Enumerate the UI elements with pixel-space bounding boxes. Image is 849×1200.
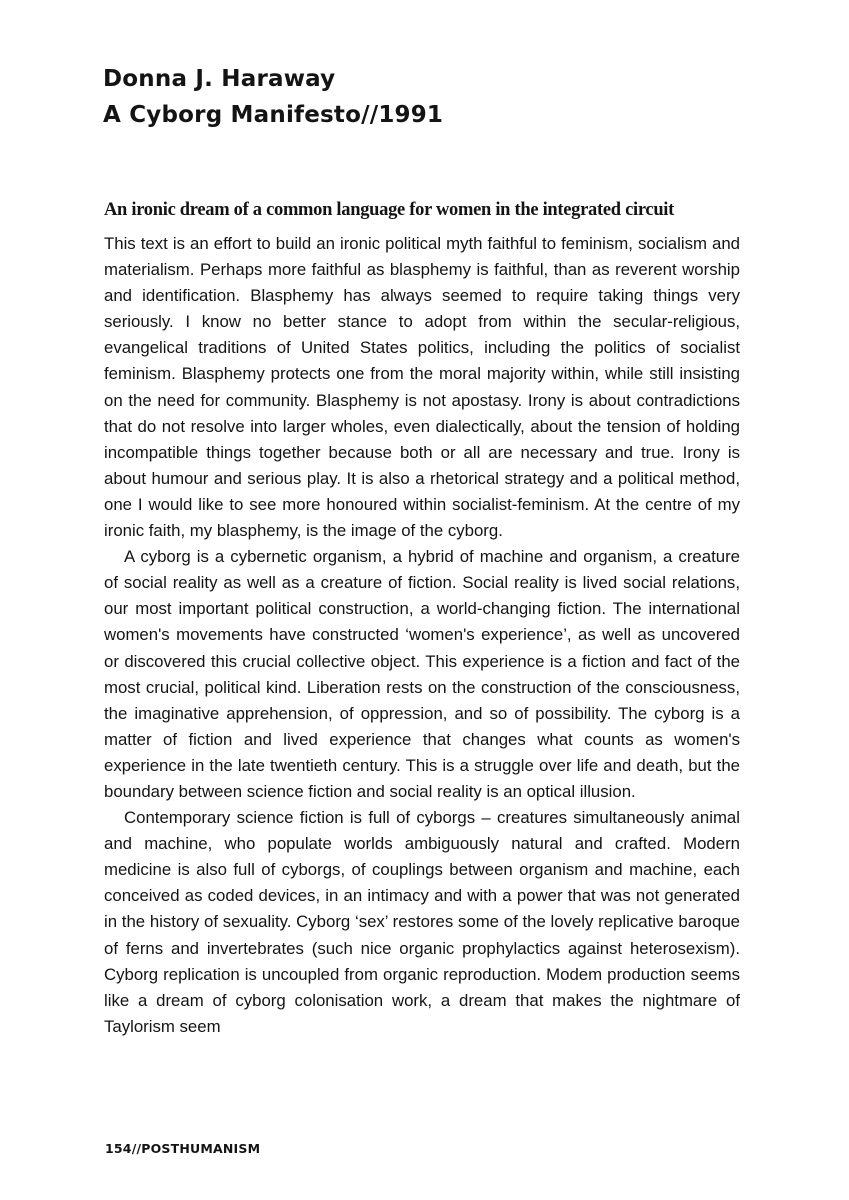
paragraph-3: Contemporary science fiction is full of cyborgs – creatures simultaneously animal and machine, who populate worlds ambiguously natural and crafted. Modern medicine is also full of cyborgs, of couplings between organism and machine, each conceived as coded devices, in an intimacy and with a power that was not generated in the history of sexuality. Cyborg ‘sex’ restores some of the lovely replicative baroque of ferns and invertebrates (such nice organic prophylactics against heterosexism). Cyborg replication is uncoupled from organic reproduction. Modem production seems like a dream of cyborg colonisation work, a dream that makes the nightmare of Taylorism seem bbox=[104, 808, 740, 1036]
body-text bbox=[104, 231, 740, 1040]
author-name: Donna J. Haraway bbox=[103, 66, 336, 92]
section-subheading: An ironic dream of a common language for women in the integrated circuit bbox=[104, 200, 675, 220]
page-folio: 154//POSTHUMANISM bbox=[105, 1141, 261, 1156]
paragraph-1: This text is an effort to build an ironic political myth faithful to feminism, socialism and materialism. Perhaps more faithful as blasphemy is faithful, than as reverent worship and identification. Blasphemy has always seemed to require taking things very seriously. I know no better stance to adopt from within the secular-religious, evangelical traditions of United States politics, including the politics of socialist feminism. Blasphemy protects one from the moral majority within, while still insisting on the need for community. Blasphemy is not apostasy. Irony is about contradictions that do not resolve into larger wholes, even dialectically, about the tension of holding incompatible things together because both or all are necessary and true. Irony is about humour and serious play. It is also a rhetorical strategy and a political method, one I would like to see more honoured within socialist-feminism. At the centre of my ironic faith, my blasphemy, is the image of the cyborg. bbox=[104, 234, 740, 541]
essay-title: A Cyborg Manifesto//1991 bbox=[103, 102, 444, 128]
paragraph-2: A cyborg is a cybernetic organism, a hybrid of machine and organism, a creature of social reality as well as a creature of fiction. Social reality is lived social relations, our most important political construction, a world-changing fiction. The international women's movements have constructed ‘women's experience’, as well as uncovered or discovered this crucial collective object. This experience is a fiction and fact of the most crucial, political kind. Liberation rests on the construction of the consciousness, the imaginative apprehension, of oppression, and so of possibility. The cyborg is a matter of fiction and lived experience that changes what counts as women's experience in the late twentieth century. This is a struggle over life and death, but the boundary between science fiction and social reality is an optical illusion. bbox=[104, 547, 740, 801]
